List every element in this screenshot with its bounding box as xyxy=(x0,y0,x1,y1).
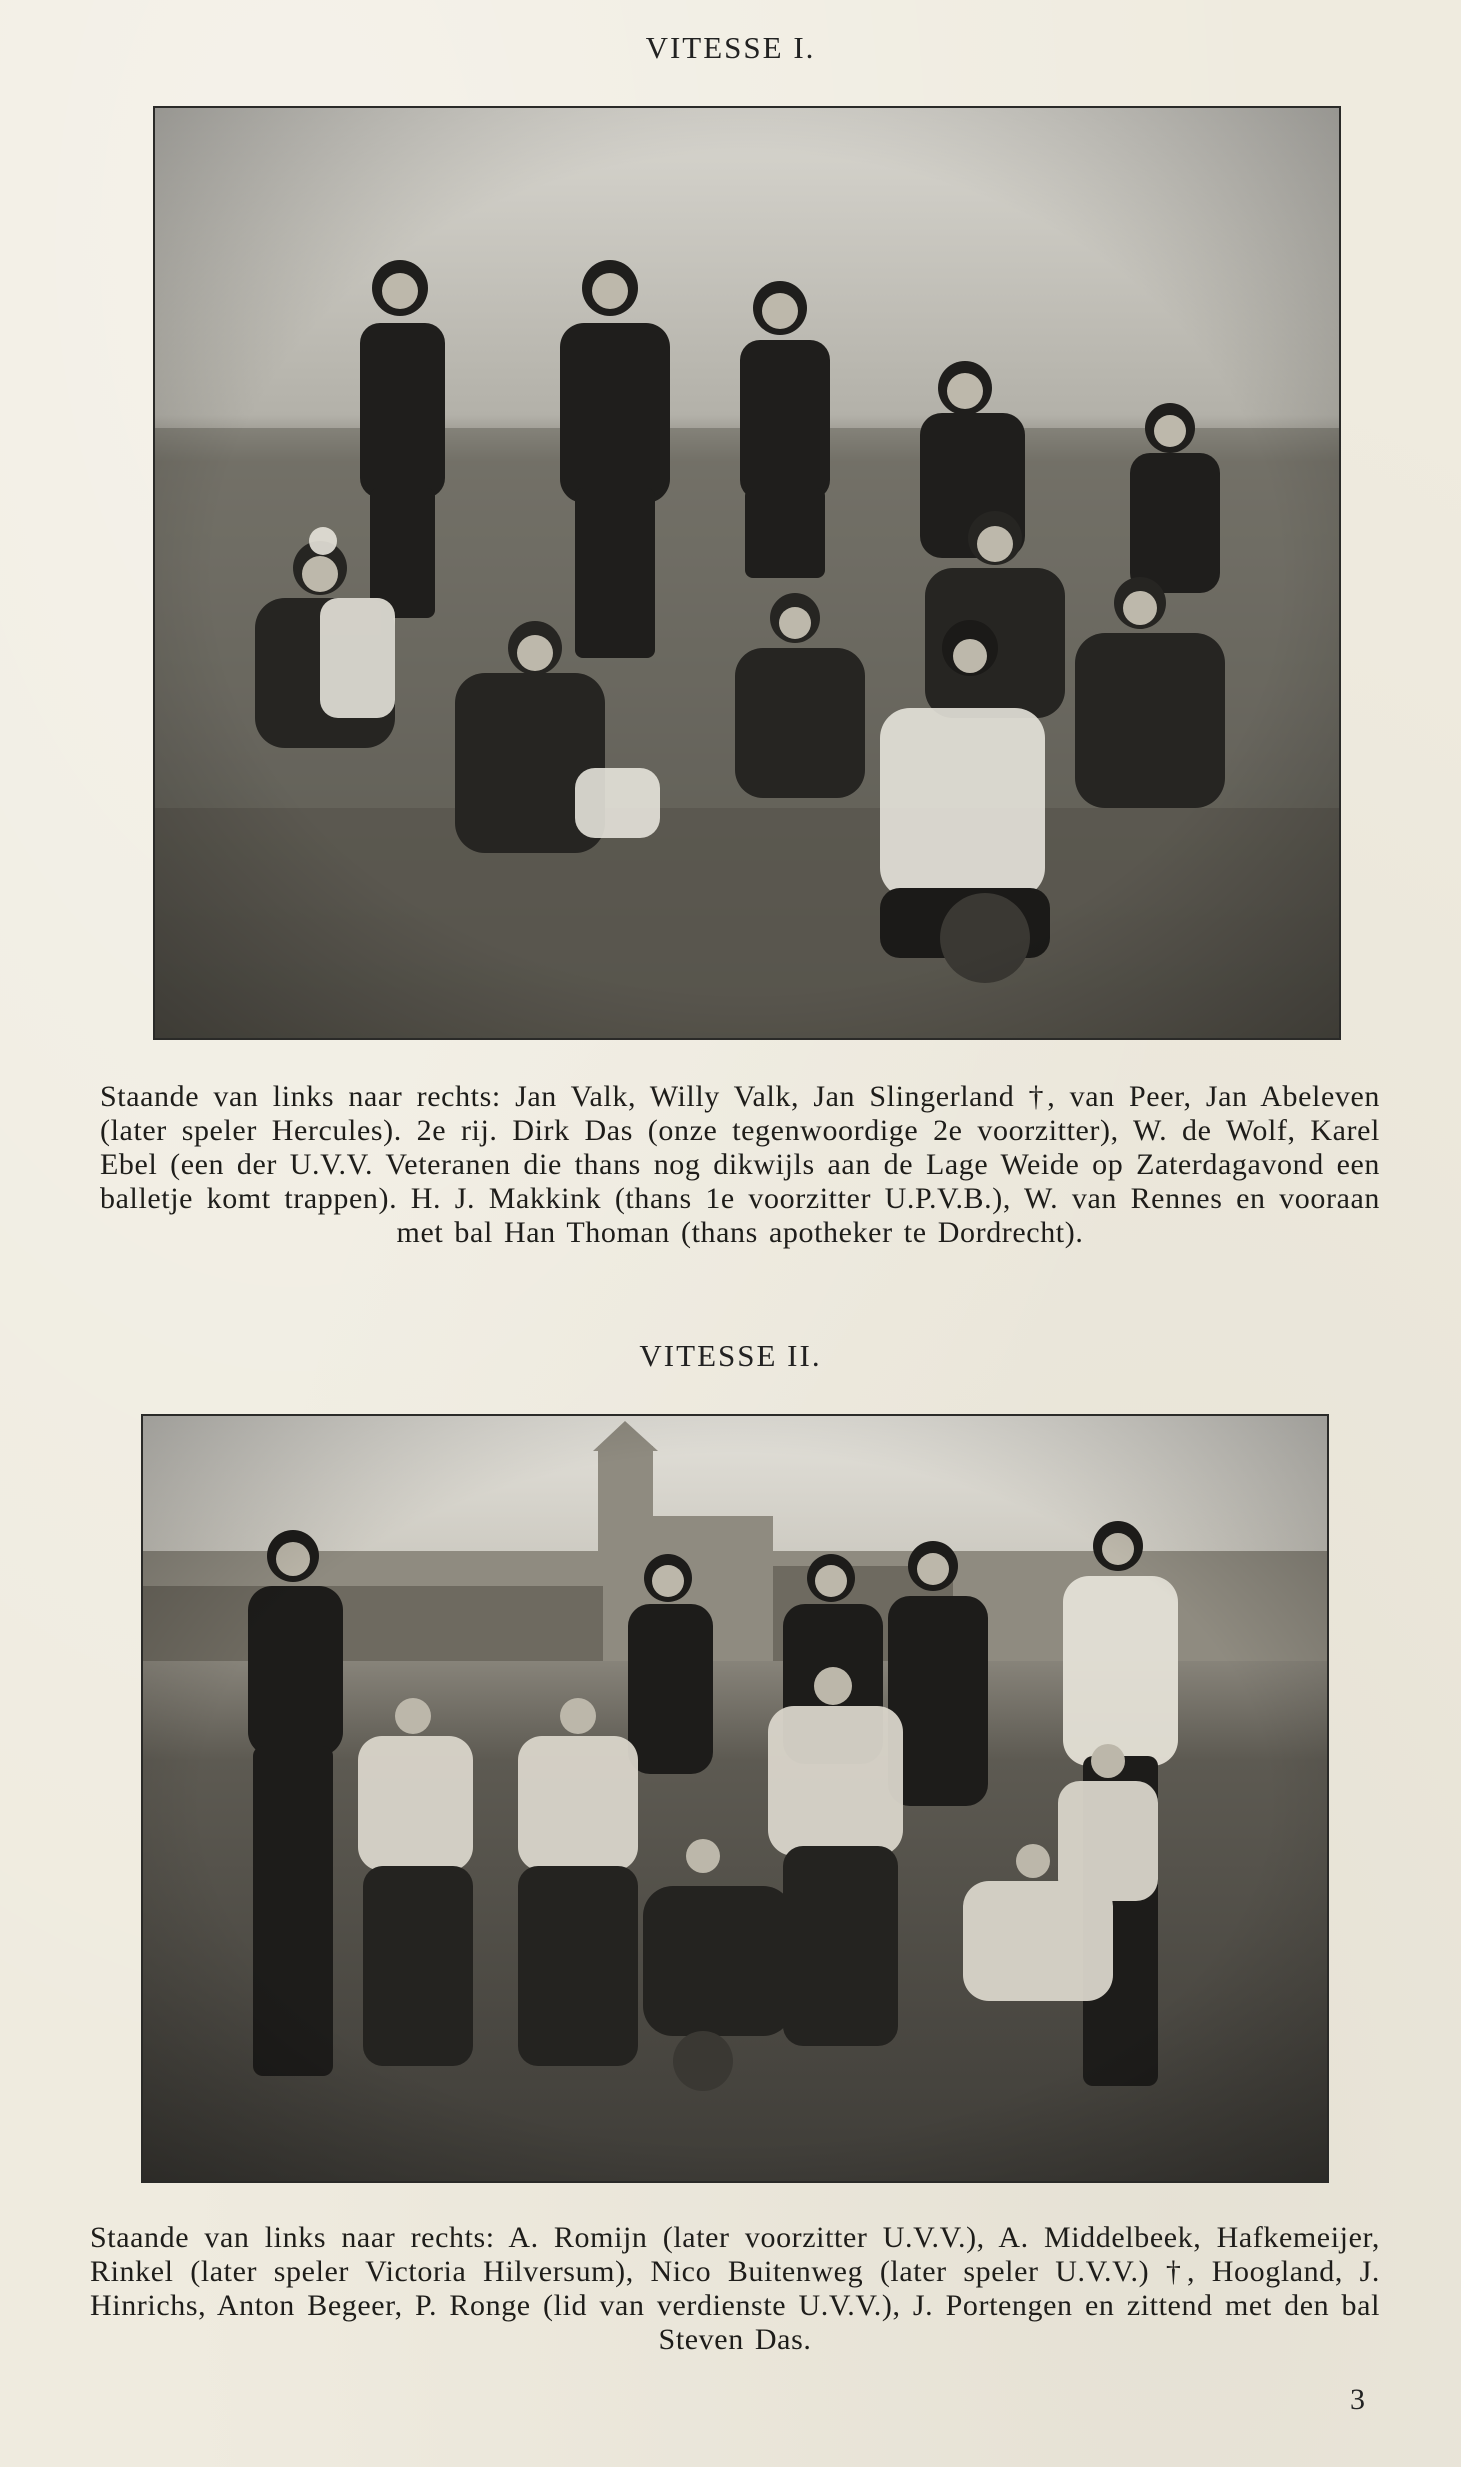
caption-vitesse-1: Staande van links naar rechts: Jan Valk, Willy Valk, Jan Slingerland †, van Peer, Jan Abeleven (later speler Hercules). 2e rij. Dirk Das (onze tegenwoordige 2e voorzitter), W. de Wolf, Karel Ebel (een der U.V.V. Veteranen die thans nog dikwijls aan de Lage Weide op Zaterdagavond een balletje komt trappen). H. J. Makkink (thans 1e voorzitter U.P.V.B.), W. van Rennes en vooraan met bal Han Thoman (thans apotheker te Dordrecht). xyxy=(100,1080,1380,1249)
photo-vitesse-1-image xyxy=(155,108,1339,1038)
photo-vitesse-2-image xyxy=(143,1416,1327,2181)
caption-vitesse-2: Staande van links naar rechts: A. Romijn (later voorzitter U.V.V.), A. Middelbeek, Hafkemeijer, Rinkel (later speler Victoria Hilversum), Nico Buitenweg (later speler U.V.V.) †, Hoogland, J. Hinrichs, Anton Begeer, P. Ronge (lid van verdienste U.V.V.), J. Portengen en zittend met den bal Steven Das. xyxy=(90,2221,1380,2356)
team-photo-vitesse-1 xyxy=(153,106,1341,1040)
page-number: 3 xyxy=(1350,2383,1365,2416)
heading-vitesse-1: VITESSE I. xyxy=(645,30,816,65)
heading-vitesse-2: VITESSE II. xyxy=(639,1338,822,1373)
team-photo-vitesse-2 xyxy=(141,1414,1329,2183)
